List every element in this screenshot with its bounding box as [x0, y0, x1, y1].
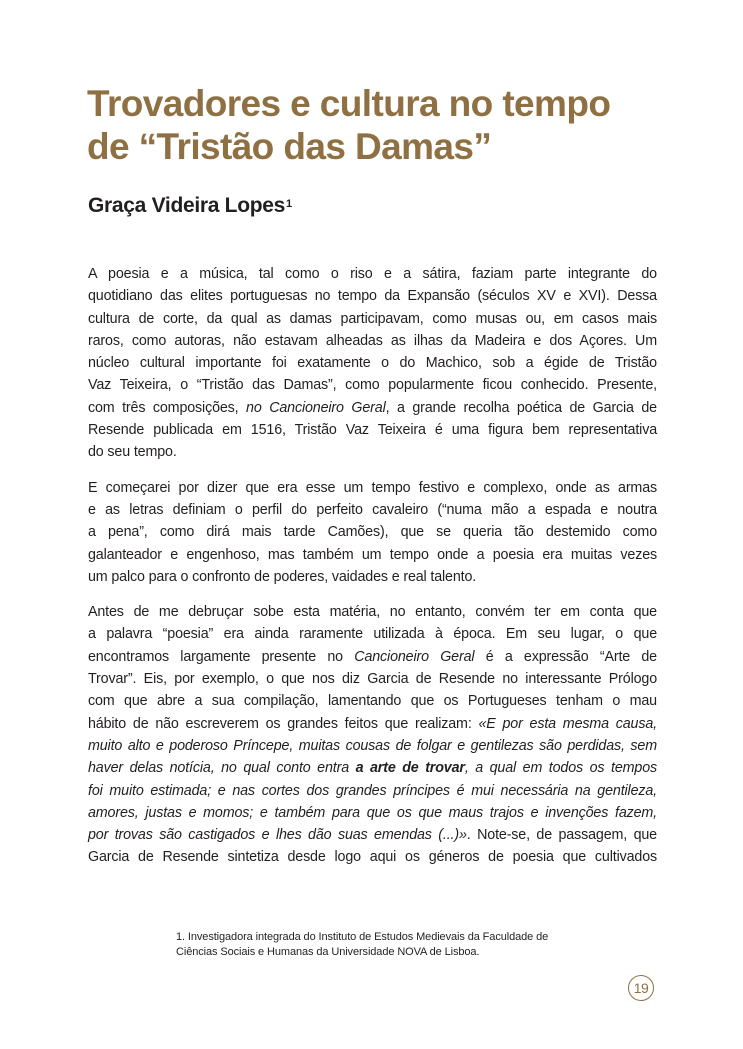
author-name	[88, 193, 292, 219]
text-line: A poesia e a música, tal como o riso e a sátira, faziam parte integrante do	[88, 266, 657, 282]
text-line	[88, 397, 657, 419]
text-line: Trovar”. Eis, por exemplo, o que nos diz Garcia de Resende no interessante Prólogo	[88, 671, 657, 688]
text-line	[88, 757, 657, 779]
text-line	[88, 802, 657, 824]
quotation-italic: «E por esta mesma causa,	[478, 715, 657, 732]
footnote-line-2: Ciências Sociais e Humanas da Universidade NOVA de Lisboa.	[176, 946, 480, 958]
article-body	[88, 263, 657, 882]
footnote-line-1: 1. Investigadora integrada do Instituto de Estudos Medievais da Faculdade de	[176, 931, 549, 943]
paragraph-1	[88, 263, 657, 464]
text-line: um palco para o confronto de poderes, vaidades e real talento.	[88, 568, 477, 585]
quotation-italic: por trovas são castigados e lhes dão suas emendas (...)»	[88, 827, 467, 844]
text-line	[88, 646, 657, 668]
quotation-italic: muito alto e poderoso Príncepe, muitas cousas de folgar e gentilezas são perdidas, sem	[88, 737, 657, 754]
text-line: Resende publicada em 1516, Tristão Vaz Teixeira é uma figura bem representativa	[88, 422, 657, 439]
text-run: , a grande recolha poética de Garcia de	[385, 399, 657, 416]
text-line	[88, 780, 657, 802]
text-line	[88, 713, 657, 735]
paragraph-3	[88, 601, 657, 869]
text-line: e as letras definiam o perfil do perfeito cavaleiro (“numa mão a espada e noutra	[88, 501, 657, 518]
text-line: Garcia de Resende sintetiza desde logo aqui os géneros de poesia que cultivados	[88, 849, 657, 866]
text-run: é a expressão “Arte de	[474, 648, 657, 665]
quotation-italic: foi muito estimada; e nas cortes dos grandes príncipes é mui necessária na gentileza,	[88, 782, 657, 799]
text-line: a pena”, como dirá mais tarde Camões), que se queria tão destemido como	[88, 524, 657, 541]
text-line: quotidiano das elites portuguesas no tempo da Expansão (séculos XV e XVI). Dessa	[88, 288, 657, 305]
text-line: Antes de me debruçar sobe esta matéria, no entanto, convém ter em conta que	[88, 604, 657, 621]
text-run: encontramos largamente presente no	[88, 648, 355, 665]
quotation-bold: a arte de trovar	[355, 760, 465, 777]
author-name-text: Graça Videira Lopes	[88, 194, 286, 217]
text-line	[88, 735, 657, 757]
text-line: E começarei por dizer que era esse um tempo festivo e complexo, onde as armas	[88, 479, 657, 496]
page-number: 19	[628, 975, 654, 1001]
text-line: a palavra “poesia” era ainda raramente utilizada à época. Em seu lugar, o que	[88, 626, 657, 643]
italic-title: no Cancioneiro Geral	[246, 399, 386, 416]
text-line: Vaz Teixeira, o “Tristão das Damas”, como popularmente ficou conhecido. Presente,	[88, 377, 657, 394]
text-line: galanteador e engenhoso, mas também um tempo onde a poesia era muitas vezes	[88, 546, 657, 563]
paragraph-2	[88, 477, 657, 588]
text-line: do seu tempo.	[88, 444, 177, 461]
text-line: raros, como autoras, não estavam alheadas as ilhas da Madeira e dos Açores. Um	[88, 332, 657, 349]
text-run: hábito de não escreverem os grandes feitos que realizam:	[88, 715, 479, 732]
title-line-2: de “Tristão das Damas”	[87, 126, 492, 167]
text-line	[88, 824, 657, 846]
article-title	[87, 82, 687, 168]
title-line-1: Trovadores e cultura no tempo	[87, 83, 611, 124]
text-line: cultura de corte, da qual as damas participavam, como musas ou, em casos mais	[88, 310, 657, 327]
footnote	[176, 930, 636, 960]
text-line: com que abre a sua compilação, lamentando que os Portugueses tenham o mau	[88, 693, 657, 710]
italic-title: Cancioneiro Geral	[354, 648, 475, 665]
text-run: com três composições,	[88, 399, 247, 416]
text-run: . Note-se, de passagem, que	[466, 827, 657, 844]
text-line: núcleo cultural importante foi exatamente o do Machico, sob a égide de Tristão	[88, 355, 657, 372]
quotation-italic: , a qual em todos os tempos	[464, 760, 657, 777]
quotation-italic: haver delas notícia, no qual conto entra	[88, 760, 356, 777]
quotation-italic: amores, justas e momos; e também para que os que maus trajos e invenções fazem,	[88, 804, 657, 821]
footnote-marker: 1	[286, 198, 292, 210]
